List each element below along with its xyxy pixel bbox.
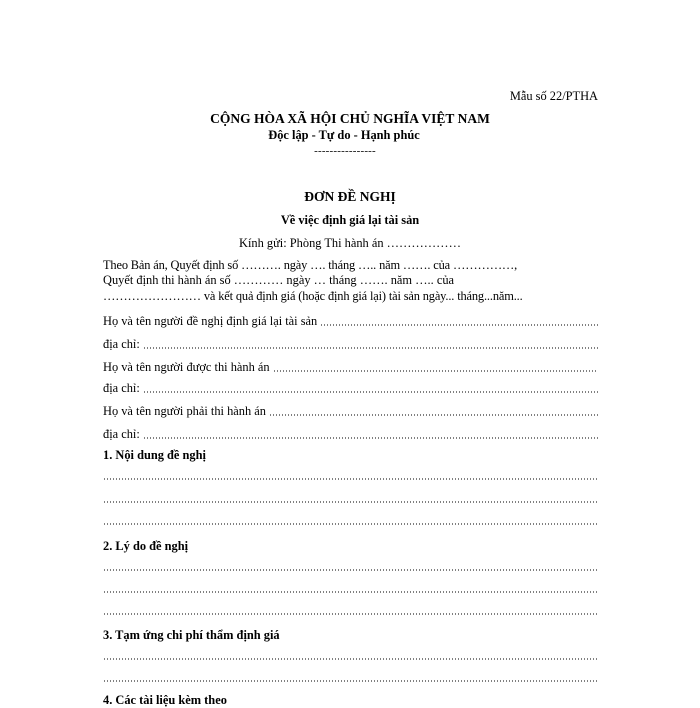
document-title: ĐƠN ĐỀ NGHỊ [304,189,396,204]
requester-address-blank[interactable] [143,347,598,349]
nation-title: CỘNG HÒA XÃ HỘI CHỦ NGHĨA VIỆT NAM [210,111,490,126]
obligee-address-blank[interactable] [143,391,598,393]
obligee-name-blank[interactable] [273,370,598,372]
obligor-address-label: địa chỉ: [103,427,140,441]
section-2-line[interactable] [103,613,598,615]
motto-rule: ---------------- [314,145,376,157]
obligee-address-field[interactable] [103,380,598,396]
section-1-line[interactable] [103,478,598,480]
requester-address-label: địa chỉ: [103,337,140,351]
section-1-line[interactable] [103,523,598,525]
obligor-name-label: Họ và tên người phải thi hành án [103,404,266,418]
recipient-line: Kính gửi: Phòng Thi hành án ……………… [239,236,461,250]
intro-line-3: …………………… và kết quả định giá (hoặc định giá lại) tài sản ngày... tháng...năm... [103,289,523,303]
section-3-heading: 3. Tạm ứng chi phí thẩm định giá [103,628,280,642]
requester-name-blank[interactable] [320,324,598,326]
requester-name-field[interactable] [103,313,598,329]
form-code: Mẫu số 22/PTHA [509,89,598,103]
obligee-name-field[interactable] [103,359,598,375]
intro-line-2: Quyết định thi hành án số ………… ngày … tháng ……. năm ….. của [103,273,455,287]
section-2-line[interactable] [103,591,598,593]
section-2-line[interactable] [103,569,598,571]
requester-name-label: Họ và tên người đề nghị định giá lại tài sản [103,314,318,328]
requester-address-field[interactable] [103,336,598,352]
section-3-line[interactable] [103,658,598,660]
obligor-address-field[interactable] [103,426,598,442]
obligee-address-label: địa chỉ: [103,381,140,395]
obligee-name-label: Họ và tên người được thi hành án [103,360,270,374]
section-2-heading: 2. Lý do đề nghị [103,539,189,553]
obligor-name-blank[interactable] [269,414,598,416]
document-subject: Về việc định giá lại tài sản [280,213,420,227]
section-4-heading: 4. Các tài liệu kèm theo [103,693,227,707]
intro-line-1: Theo Bản án, Quyết định số ………. ngày …. tháng ….. năm ……. của ……………, [103,258,518,272]
motto: Độc lập - Tự do - Hạnh phúc [268,128,420,142]
section-1-heading: 1. Nội dung đề nghị [103,448,206,462]
obligor-address-blank[interactable] [143,437,598,439]
section-1-line[interactable] [103,501,598,503]
obligor-name-field[interactable] [103,403,598,419]
section-3-line[interactable] [103,680,598,682]
